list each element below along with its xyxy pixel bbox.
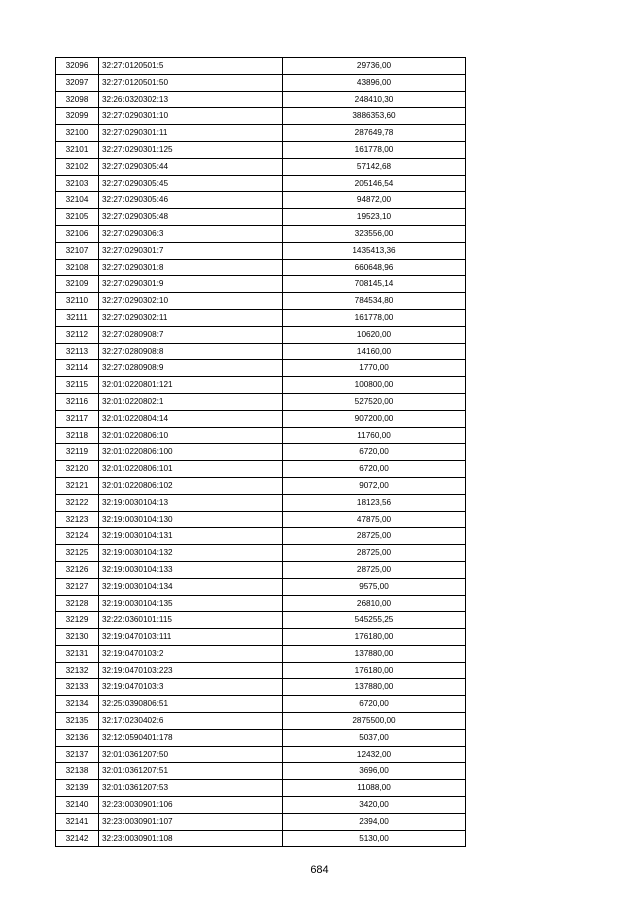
table-row: [56, 696, 466, 713]
row-number-cell: 32107: [56, 242, 99, 259]
value-cell: 9072,00: [283, 477, 466, 494]
cadastral-number-cell: 32:27:0290305:45: [99, 175, 283, 192]
row-number-cell: 32122: [56, 494, 99, 511]
row-number-cell: 32123: [56, 511, 99, 528]
value-cell: 57142,68: [283, 158, 466, 175]
row-number-cell: 32106: [56, 225, 99, 242]
cadastral-number-cell: 32:27:0120501:50: [99, 74, 283, 91]
value-cell: 100800,00: [283, 377, 466, 394]
table-row: [56, 74, 466, 91]
value-cell: 18123,56: [283, 494, 466, 511]
row-number-cell: 32105: [56, 209, 99, 226]
table-row: [56, 141, 466, 158]
table-row: [56, 629, 466, 646]
table-row: [56, 528, 466, 545]
row-number-cell: 32129: [56, 612, 99, 629]
row-number-cell: 32096: [56, 58, 99, 75]
table-row: [56, 276, 466, 293]
data-table: [55, 57, 466, 847]
table-row: [56, 427, 466, 444]
table-row: [56, 797, 466, 814]
cadastral-number-cell: 32:19:0030104:13: [99, 494, 283, 511]
table-row: [56, 494, 466, 511]
cadastral-number-cell: 32:19:0030104:131: [99, 528, 283, 545]
value-cell: 11760,00: [283, 427, 466, 444]
cadastral-number-cell: 32:27:0290301:11: [99, 125, 283, 142]
table-row: [56, 830, 466, 847]
row-number-cell: 32109: [56, 276, 99, 293]
table-row: [56, 326, 466, 343]
row-number-cell: 32124: [56, 528, 99, 545]
table-row: [56, 645, 466, 662]
cadastral-number-cell: 32:27:0290306:3: [99, 225, 283, 242]
row-number-cell: 32126: [56, 561, 99, 578]
table-row: [56, 125, 466, 142]
value-cell: 5130,00: [283, 830, 466, 847]
row-number-cell: 32121: [56, 477, 99, 494]
row-number-cell: 32133: [56, 679, 99, 696]
row-number-cell: 32142: [56, 830, 99, 847]
table-row: [56, 192, 466, 209]
cadastral-number-cell: 32:27:0120501:5: [99, 58, 283, 75]
cadastral-number-cell: 32:23:0030901:106: [99, 797, 283, 814]
row-number-cell: 32125: [56, 545, 99, 562]
cadastral-number-cell: 32:27:0290301:8: [99, 259, 283, 276]
row-number-cell: 32128: [56, 595, 99, 612]
value-cell: 10620,00: [283, 326, 466, 343]
value-cell: 26810,00: [283, 595, 466, 612]
row-number-cell: 32138: [56, 763, 99, 780]
value-cell: 2394,00: [283, 813, 466, 830]
value-cell: 28725,00: [283, 545, 466, 562]
row-number-cell: 32141: [56, 813, 99, 830]
cadastral-number-cell: 32:27:0280908:7: [99, 326, 283, 343]
cadastral-number-cell: 32:23:0030901:107: [99, 813, 283, 830]
table-row: [56, 746, 466, 763]
cadastral-number-cell: 32:19:0470103:2: [99, 645, 283, 662]
table-row: [56, 209, 466, 226]
table-body: [56, 58, 466, 847]
row-number-cell: 32108: [56, 259, 99, 276]
value-cell: 784534,80: [283, 293, 466, 310]
table-row: [56, 343, 466, 360]
cadastral-number-cell: 32:22:0360101:115: [99, 612, 283, 629]
value-cell: 1770,00: [283, 360, 466, 377]
row-number-cell: 32134: [56, 696, 99, 713]
value-cell: 907200,00: [283, 410, 466, 427]
value-cell: 6720,00: [283, 696, 466, 713]
cadastral-number-cell: 32:27:0280908:9: [99, 360, 283, 377]
table-row: [56, 393, 466, 410]
value-cell: 527520,00: [283, 393, 466, 410]
value-cell: 12432,00: [283, 746, 466, 763]
cadastral-number-cell: 32:01:0220801:121: [99, 377, 283, 394]
cadastral-number-cell: 32:27:0290305:46: [99, 192, 283, 209]
cadastral-number-cell: 32:01:0220806:10: [99, 427, 283, 444]
cadastral-number-cell: 32:19:0030104:130: [99, 511, 283, 528]
row-number-cell: 32140: [56, 797, 99, 814]
value-cell: 708145,14: [283, 276, 466, 293]
value-cell: 94872,00: [283, 192, 466, 209]
cadastral-number-cell: 32:23:0030901:108: [99, 830, 283, 847]
value-cell: 248410,30: [283, 91, 466, 108]
table-row: [56, 780, 466, 797]
row-number-cell: 32103: [56, 175, 99, 192]
cadastral-number-cell: 32:19:0470103:223: [99, 662, 283, 679]
value-cell: 323556,00: [283, 225, 466, 242]
value-cell: 205146,54: [283, 175, 466, 192]
cadastral-number-cell: 32:27:0290305:48: [99, 209, 283, 226]
value-cell: 176180,00: [283, 662, 466, 679]
value-cell: 5037,00: [283, 729, 466, 746]
cadastral-number-cell: 32:01:0220804:14: [99, 410, 283, 427]
cadastral-number-cell: 32:01:0361207:50: [99, 746, 283, 763]
table-row: [56, 225, 466, 242]
cadastral-number-cell: 32:27:0290302:11: [99, 309, 283, 326]
cadastral-number-cell: 32:27:0290301:125: [99, 141, 283, 158]
value-cell: 545255,25: [283, 612, 466, 629]
row-number-cell: 32135: [56, 713, 99, 730]
row-number-cell: 32099: [56, 108, 99, 125]
value-cell: 9575,00: [283, 578, 466, 595]
table-row: [56, 713, 466, 730]
table-row: [56, 595, 466, 612]
table-row: [56, 679, 466, 696]
row-number-cell: 32137: [56, 746, 99, 763]
value-cell: 43896,00: [283, 74, 466, 91]
row-number-cell: 32139: [56, 780, 99, 797]
row-number-cell: 32118: [56, 427, 99, 444]
cadastral-number-cell: 32:12:0590401:178: [99, 729, 283, 746]
value-cell: 660648,96: [283, 259, 466, 276]
table-row: [56, 545, 466, 562]
value-cell: 161778,00: [283, 141, 466, 158]
table-row: [56, 259, 466, 276]
value-cell: 19523,10: [283, 209, 466, 226]
row-number-cell: 32112: [56, 326, 99, 343]
row-number-cell: 32115: [56, 377, 99, 394]
value-cell: 137880,00: [283, 679, 466, 696]
table-row: [56, 461, 466, 478]
value-cell: 6720,00: [283, 461, 466, 478]
row-number-cell: 32111: [56, 309, 99, 326]
cadastral-number-cell: 32:01:0220806:101: [99, 461, 283, 478]
cadastral-number-cell: 32:01:0220806:102: [99, 477, 283, 494]
table-row: [56, 511, 466, 528]
cadastral-number-cell: 32:19:0030104:132: [99, 545, 283, 562]
row-number-cell: 32130: [56, 629, 99, 646]
value-cell: 1435413,36: [283, 242, 466, 259]
row-number-cell: 32127: [56, 578, 99, 595]
table-row: [56, 578, 466, 595]
cadastral-number-cell: 32:19:0030104:134: [99, 578, 283, 595]
table-row: [56, 360, 466, 377]
value-cell: 287649,78: [283, 125, 466, 142]
row-number-cell: 32110: [56, 293, 99, 310]
cadastral-number-cell: 32:01:0361207:51: [99, 763, 283, 780]
row-number-cell: 32104: [56, 192, 99, 209]
table-row: [56, 763, 466, 780]
value-cell: 176180,00: [283, 629, 466, 646]
value-cell: 28725,00: [283, 561, 466, 578]
value-cell: 3886353,60: [283, 108, 466, 125]
value-cell: 14160,00: [283, 343, 466, 360]
table-row: [56, 612, 466, 629]
row-number-cell: 32097: [56, 74, 99, 91]
table-row: [56, 377, 466, 394]
cadastral-number-cell: 32:17:0230402:6: [99, 713, 283, 730]
cadastral-number-cell: 32:27:0290301:9: [99, 276, 283, 293]
cadastral-number-cell: 32:01:0220806:100: [99, 444, 283, 461]
cadastral-number-cell: 32:01:0361207:53: [99, 780, 283, 797]
value-cell: 29736,00: [283, 58, 466, 75]
row-number-cell: 32119: [56, 444, 99, 461]
row-number-cell: 32114: [56, 360, 99, 377]
table-row: [56, 108, 466, 125]
cadastral-number-cell: 32:27:0290302:10: [99, 293, 283, 310]
table-row: [56, 410, 466, 427]
value-cell: 137880,00: [283, 645, 466, 662]
table-row: [56, 813, 466, 830]
table-row: [56, 662, 466, 679]
value-cell: 2875500,00: [283, 713, 466, 730]
cadastral-number-cell: 32:27:0290301:10: [99, 108, 283, 125]
table-row: [56, 729, 466, 746]
cadastral-number-cell: 32:19:0470103:3: [99, 679, 283, 696]
row-number-cell: 32116: [56, 393, 99, 410]
row-number-cell: 32132: [56, 662, 99, 679]
value-cell: 28725,00: [283, 528, 466, 545]
table-row: [56, 561, 466, 578]
table-row: [56, 309, 466, 326]
value-cell: 47875,00: [283, 511, 466, 528]
value-cell: 3420,00: [283, 797, 466, 814]
value-cell: 161778,00: [283, 309, 466, 326]
row-number-cell: 32120: [56, 461, 99, 478]
cadastral-number-cell: 32:27:0290301:7: [99, 242, 283, 259]
table-row: [56, 444, 466, 461]
row-number-cell: 32117: [56, 410, 99, 427]
row-number-cell: 32131: [56, 645, 99, 662]
table-row: [56, 158, 466, 175]
cadastral-number-cell: 32:26:0320302:13: [99, 91, 283, 108]
row-number-cell: 32100: [56, 125, 99, 142]
row-number-cell: 32136: [56, 729, 99, 746]
row-number-cell: 32101: [56, 141, 99, 158]
table-row: [56, 58, 466, 75]
cadastral-number-cell: 32:01:0220802:1: [99, 393, 283, 410]
page-number: 684: [310, 864, 329, 876]
table-row: [56, 91, 466, 108]
cadastral-number-cell: 32:25:0390806:51: [99, 696, 283, 713]
cadastral-number-cell: 32:27:0280908:8: [99, 343, 283, 360]
value-cell: 3696,00: [283, 763, 466, 780]
cadastral-number-cell: 32:19:0030104:133: [99, 561, 283, 578]
cadastral-number-cell: 32:19:0030104:135: [99, 595, 283, 612]
table-row: [56, 477, 466, 494]
cadastral-number-cell: 32:27:0290305:44: [99, 158, 283, 175]
table-row: [56, 175, 466, 192]
row-number-cell: 32102: [56, 158, 99, 175]
value-cell: 6720,00: [283, 444, 466, 461]
row-number-cell: 32113: [56, 343, 99, 360]
row-number-cell: 32098: [56, 91, 99, 108]
table-row: [56, 242, 466, 259]
cadastral-number-cell: 32:19:0470103:111: [99, 629, 283, 646]
value-cell: 11088,00: [283, 780, 466, 797]
table-row: [56, 293, 466, 310]
